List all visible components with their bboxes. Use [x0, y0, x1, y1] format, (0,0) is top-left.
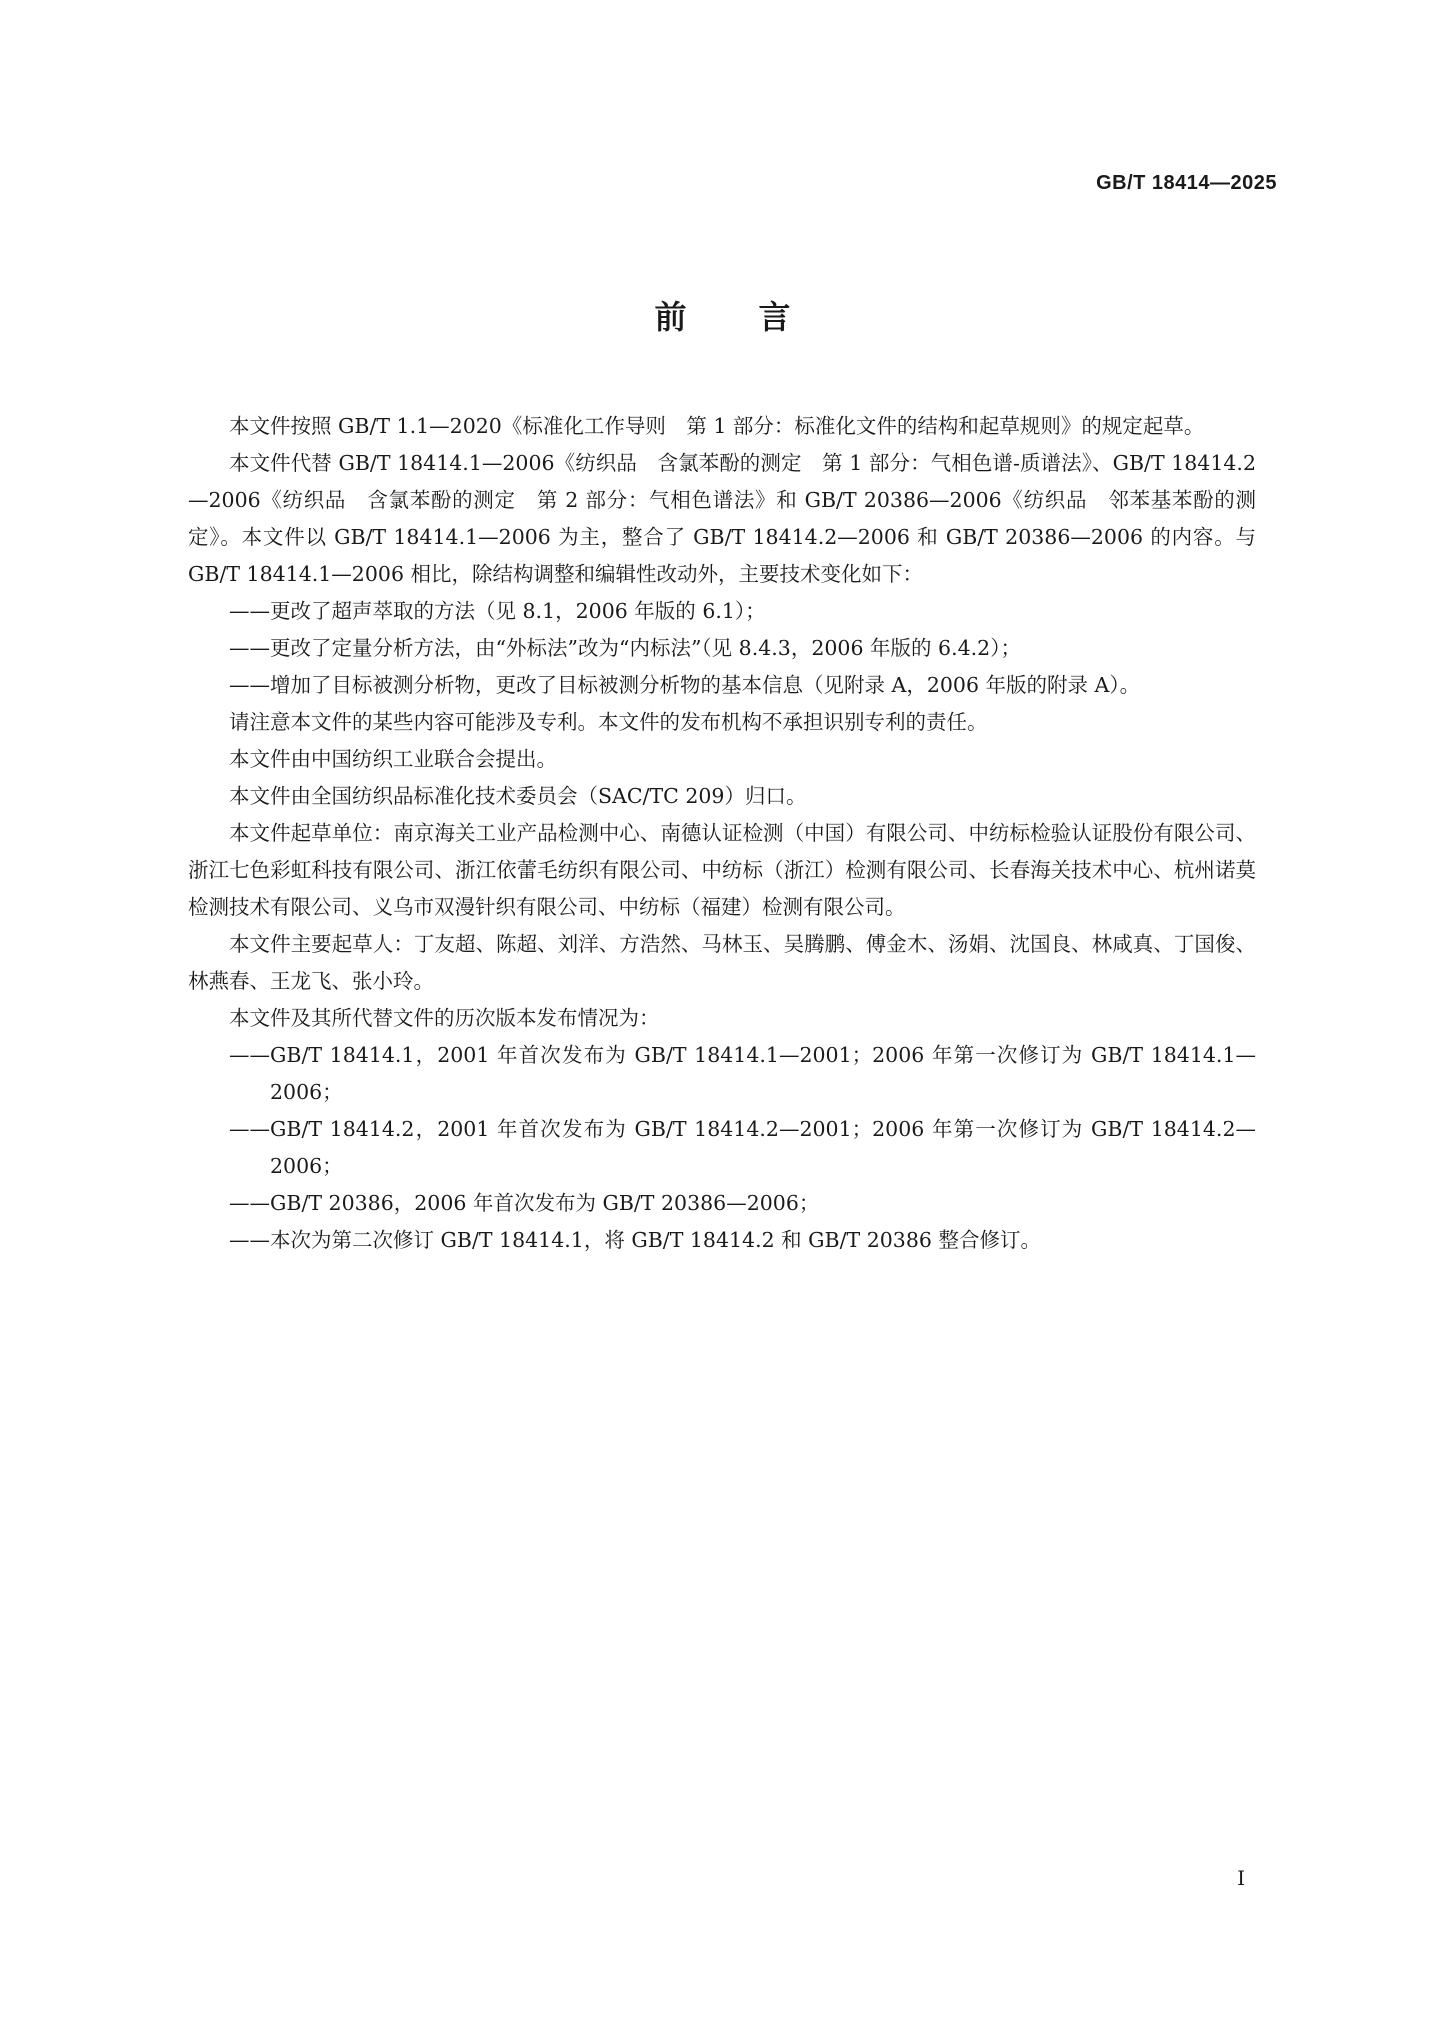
- list-item-history-4: ——本次为第二次修订 GB/T 18414.1，将 GB/T 18414.2 和 GB/T 20386 整合修订。: [229, 1228, 1041, 1252]
- list-item-history-3: ——GB/T 20386，2006 年首次发布为 GB/T 20386—2006；: [229, 1191, 820, 1215]
- page-number: I: [1237, 1866, 1245, 1890]
- paragraph-drafting-units: 本文件起草单位：南京海关工业产品检测中心、南德认证检测（中国）有限公司、中纺标检验认证股份有限公司、浙江七色彩虹科技有限公司、浙江依蕾毛纺织有限公司、中纺标（浙江）检测有限公司、长春海关技术中心、杭州诺莫检测技术有限公司、义乌市双漫针织有限公司、中纺标（福建）检测有限公司。: [188, 821, 1256, 919]
- paragraph-drafting-rules: 本文件按照 GB/T 1.1—2020《标准化工作导则 第 1 部分：标准化文件的结构和起草规则》的规定起草。: [229, 414, 1205, 438]
- paragraph-drafters: 本文件主要起草人：丁友超、陈超、刘洋、方浩然、马林玉、吴腾鹏、傅金木、汤娟、沈国良、林咸真、丁国俊、林燕春、王龙飞、张小玲。: [188, 932, 1256, 993]
- paragraph-history-intro: 本文件及其所代替文件的历次版本发布情况为：: [229, 1006, 660, 1030]
- list-item-change-3: ——增加了目标被测分析物，更改了目标被测分析物的基本信息（见附录 A，2006 年版的附录 A）。: [229, 673, 1141, 697]
- paragraph-patent-notice: 请注意本文件的某些内容可能涉及专利。本文件的发布机构不承担识别专利的责任。: [229, 710, 988, 734]
- paragraph-replacement: 本文件代替 GB/T 18414.1—2006《纺织品 含氯苯酚的测定 第 1 部分：气相色谱-质谱法》、GB/T 18414.2—2006《纺织品 含氯苯酚的测定 第 2 部分：气相色谱法》和 GB/T 20386—2006《纺织品 邻苯基苯酚的测定》。本文件以 GB/T 18414.1—2006 为主，整合了 GB/T 18414.2—2006 和 GB/T 20386—2006 的内容。与 GB/T 18414.1—2006 相比，除结构调整和编辑性改动外，主要技术变化如下：: [188, 451, 1256, 586]
- paragraph-centralized: 本文件由全国纺织品标准化技术委员会（SAC/TC 209）归口。: [229, 784, 807, 808]
- document-body: [188, 408, 1256, 1259]
- paragraph-proposer: 本文件由中国纺织工业联合会提出。: [229, 747, 557, 771]
- standard-code: GB/T 18414—2025: [1096, 172, 1277, 194]
- list-item-change-1: ——更改了超声萃取的方法（见 8.1，2006 年版的 6.1）；: [229, 599, 766, 623]
- page-title: 前言: [654, 298, 863, 336]
- list-item-change-2: ——更改了定量分析方法，由“外标法”改为“内标法”（见 8.4.3，2006 年版的 6.4.2）；: [229, 636, 1021, 660]
- list-item-history-2: ——GB/T 18414.2，2001 年首次发布为 GB/T 18414.2—2001；2006 年第一次修订为 GB/T 18414.2—2006；: [229, 1117, 1256, 1178]
- list-item-history-1: ——GB/T 18414.1，2001 年首次发布为 GB/T 18414.1—2001；2006 年第一次修订为 GB/T 18414.1—2006；: [229, 1043, 1256, 1104]
